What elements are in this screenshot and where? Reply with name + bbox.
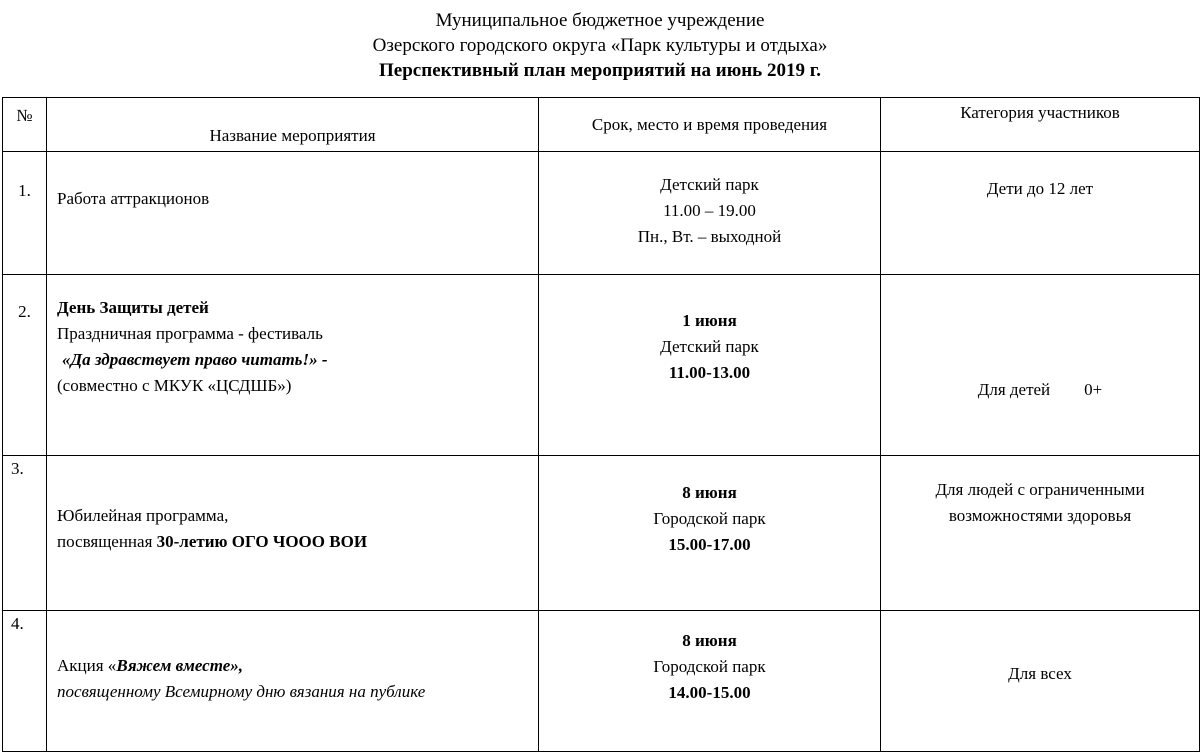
event-place: Детский парк xyxy=(660,175,759,194)
category-line2: возможностями здоровья xyxy=(948,506,1132,525)
event-place: Детский парк xyxy=(660,337,759,356)
document-title: Перспективный план мероприятий на июнь 2019 г. xyxy=(379,60,821,81)
row-number: 2. xyxy=(3,275,47,456)
table-row xyxy=(3,275,1200,456)
header-org-line2: Озерского городского округа «Парк культуры и отдыха» xyxy=(372,35,828,56)
event-name xyxy=(47,152,539,275)
row-number: 4. xyxy=(3,611,47,752)
table-header-row xyxy=(3,98,1200,152)
table-row xyxy=(3,611,1200,752)
event-name-line2 xyxy=(57,529,538,555)
event-name-prefix: Акция « xyxy=(57,656,117,675)
event-name xyxy=(47,611,539,752)
event-time: 11.00 – 19.00 xyxy=(663,201,756,220)
event-name-bold: 30-летию ОГО ЧООО ВОИ xyxy=(156,532,368,551)
event-description: Праздничная программа - фестиваль xyxy=(57,324,323,343)
event-date: 8 июня xyxy=(682,631,737,650)
event-name-line1 xyxy=(57,653,538,679)
event-date-place-time xyxy=(539,611,881,752)
participant-category xyxy=(881,456,1200,611)
column-header-number: № xyxy=(3,98,47,152)
event-time: 15.00-17.00 xyxy=(668,535,751,554)
event-note: Пн., Вт. – выходной xyxy=(637,227,782,246)
event-name-bold-italic: Вяжем вместе», xyxy=(116,656,243,675)
category-line1: Для людей с ограниченными xyxy=(935,480,1145,499)
document-header xyxy=(0,8,1200,83)
participant-category xyxy=(881,611,1200,752)
event-partner: (совместно с МКУК «ЦСДШБ») xyxy=(57,376,292,395)
event-place: Городской парк xyxy=(653,657,766,676)
table-row xyxy=(3,152,1200,275)
event-dedication: посвященному Всемирному дню вязания на публике xyxy=(57,682,426,701)
event-date-place-time xyxy=(539,456,881,611)
column-header-date-place-time: Срок, место и время проведения xyxy=(539,98,881,152)
event-date-place-time xyxy=(539,275,881,456)
event-name xyxy=(47,456,539,611)
column-header-participants: Категория участников xyxy=(881,98,1200,152)
event-name-text: Работа аттракционов xyxy=(57,189,210,208)
event-date: 8 июня xyxy=(682,483,737,502)
column-header-event-name: Название мероприятия xyxy=(47,98,539,152)
header-org-line1: Муниципальное бюджетное учреждение xyxy=(435,10,765,31)
row-number: 1. xyxy=(3,152,47,275)
event-place: Городской парк xyxy=(653,509,766,528)
event-name-prefix: посвященная xyxy=(57,532,157,551)
event-date: 1 июня xyxy=(682,311,737,330)
category-text: Для всех xyxy=(1008,664,1072,683)
participant-category xyxy=(881,275,1200,456)
event-date-place-time xyxy=(539,152,881,275)
event-time: 11.00-13.00 xyxy=(668,363,751,382)
event-festival-name: «Да здравствует право читать!» - xyxy=(62,350,328,369)
event-time: 14.00-15.00 xyxy=(668,683,751,702)
row-number: 3. xyxy=(3,456,47,611)
category-text: Дети до 12 лет xyxy=(986,179,1094,198)
events-plan-table xyxy=(2,97,1200,752)
table-row xyxy=(3,456,1200,611)
category-text: Для детей 0+ xyxy=(977,380,1103,399)
event-title-bold: День Защиты детей xyxy=(57,298,209,317)
event-name xyxy=(47,275,539,456)
event-name-line1: Юбилейная программа, xyxy=(57,506,229,525)
participant-category xyxy=(881,152,1200,275)
